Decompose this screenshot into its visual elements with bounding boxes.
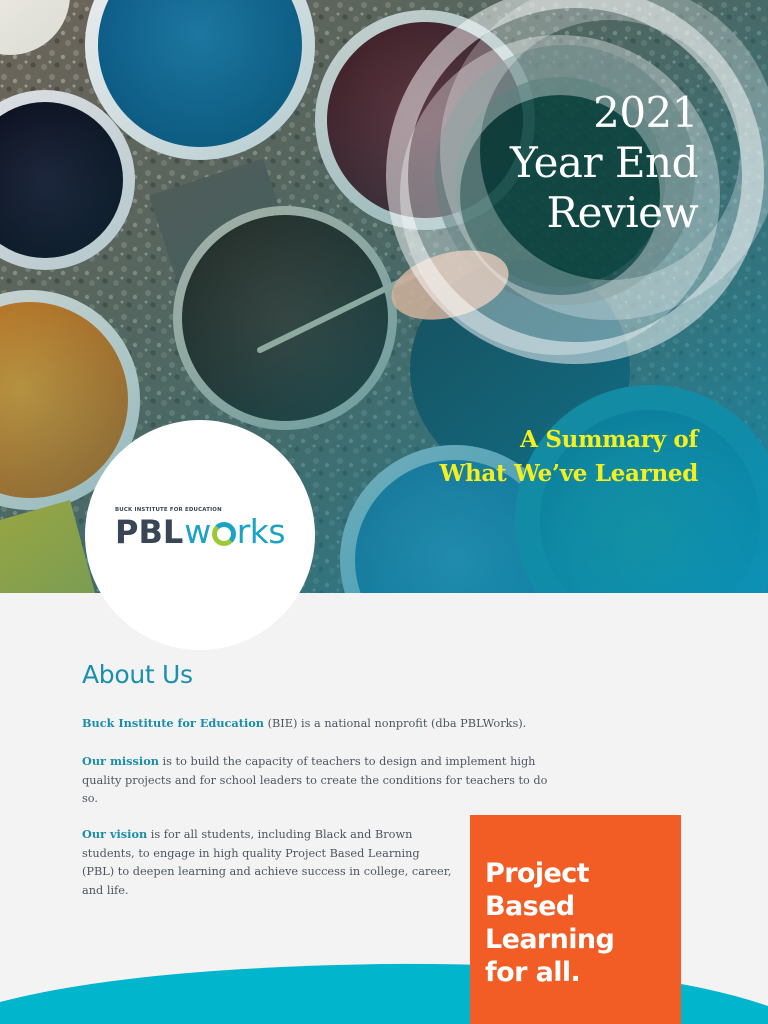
paragraph-lead: Buck Institute for Education xyxy=(82,716,264,730)
cover-title-line: Year End xyxy=(510,138,698,187)
logo-works xyxy=(184,512,286,551)
about-paragraph-vision xyxy=(82,825,452,900)
logo-badge xyxy=(85,420,315,650)
paragraph-body: is to build the capacity of teachers to design and implement high quality projects and for school leaders to create the conditions for teachers to do so. xyxy=(82,755,548,805)
logo-o-ring-icon xyxy=(212,522,236,546)
paragraph-lead: Our mission xyxy=(82,754,159,768)
logo-wordmark xyxy=(115,512,315,551)
cover-title-line: Review xyxy=(546,188,698,237)
about-paragraph-organization xyxy=(82,714,562,734)
logo-pbl: PBL xyxy=(115,513,184,551)
pblworks-logo xyxy=(115,507,315,551)
pbl-for-all-callout xyxy=(470,815,681,1024)
paragraph-body: is for all students, including Black and Brown students, to engage in high quality Project Based Learning (PBL) to deepen learning and achieve success in college, career, and life. xyxy=(82,828,452,897)
logo-kicker: BUCK INSTITUTE FOR EDUCATION xyxy=(115,507,222,513)
callout-text xyxy=(485,857,614,989)
cover-subtitle-line: What We’ve Learned xyxy=(439,460,698,487)
paragraph-lead: Our vision xyxy=(82,827,148,841)
about-heading: About Us xyxy=(82,660,193,689)
cover-subtitle-line: A Summary of xyxy=(520,426,698,453)
paragraph-body: (BIE) is a national nonprofit (dba PBLWorks). xyxy=(264,717,527,730)
callout-line: Learning xyxy=(485,924,615,955)
cover-title xyxy=(510,88,698,238)
callout-line: for all. xyxy=(485,957,581,988)
callout-line: Project xyxy=(485,858,589,889)
logo-works-w: w xyxy=(184,512,211,551)
cover-subtitle xyxy=(439,423,698,491)
logo-works-rks: rks xyxy=(236,512,286,551)
about-paragraph-mission xyxy=(82,752,562,809)
callout-line: Based xyxy=(485,891,575,922)
cover-title-line: 2021 xyxy=(593,88,698,137)
